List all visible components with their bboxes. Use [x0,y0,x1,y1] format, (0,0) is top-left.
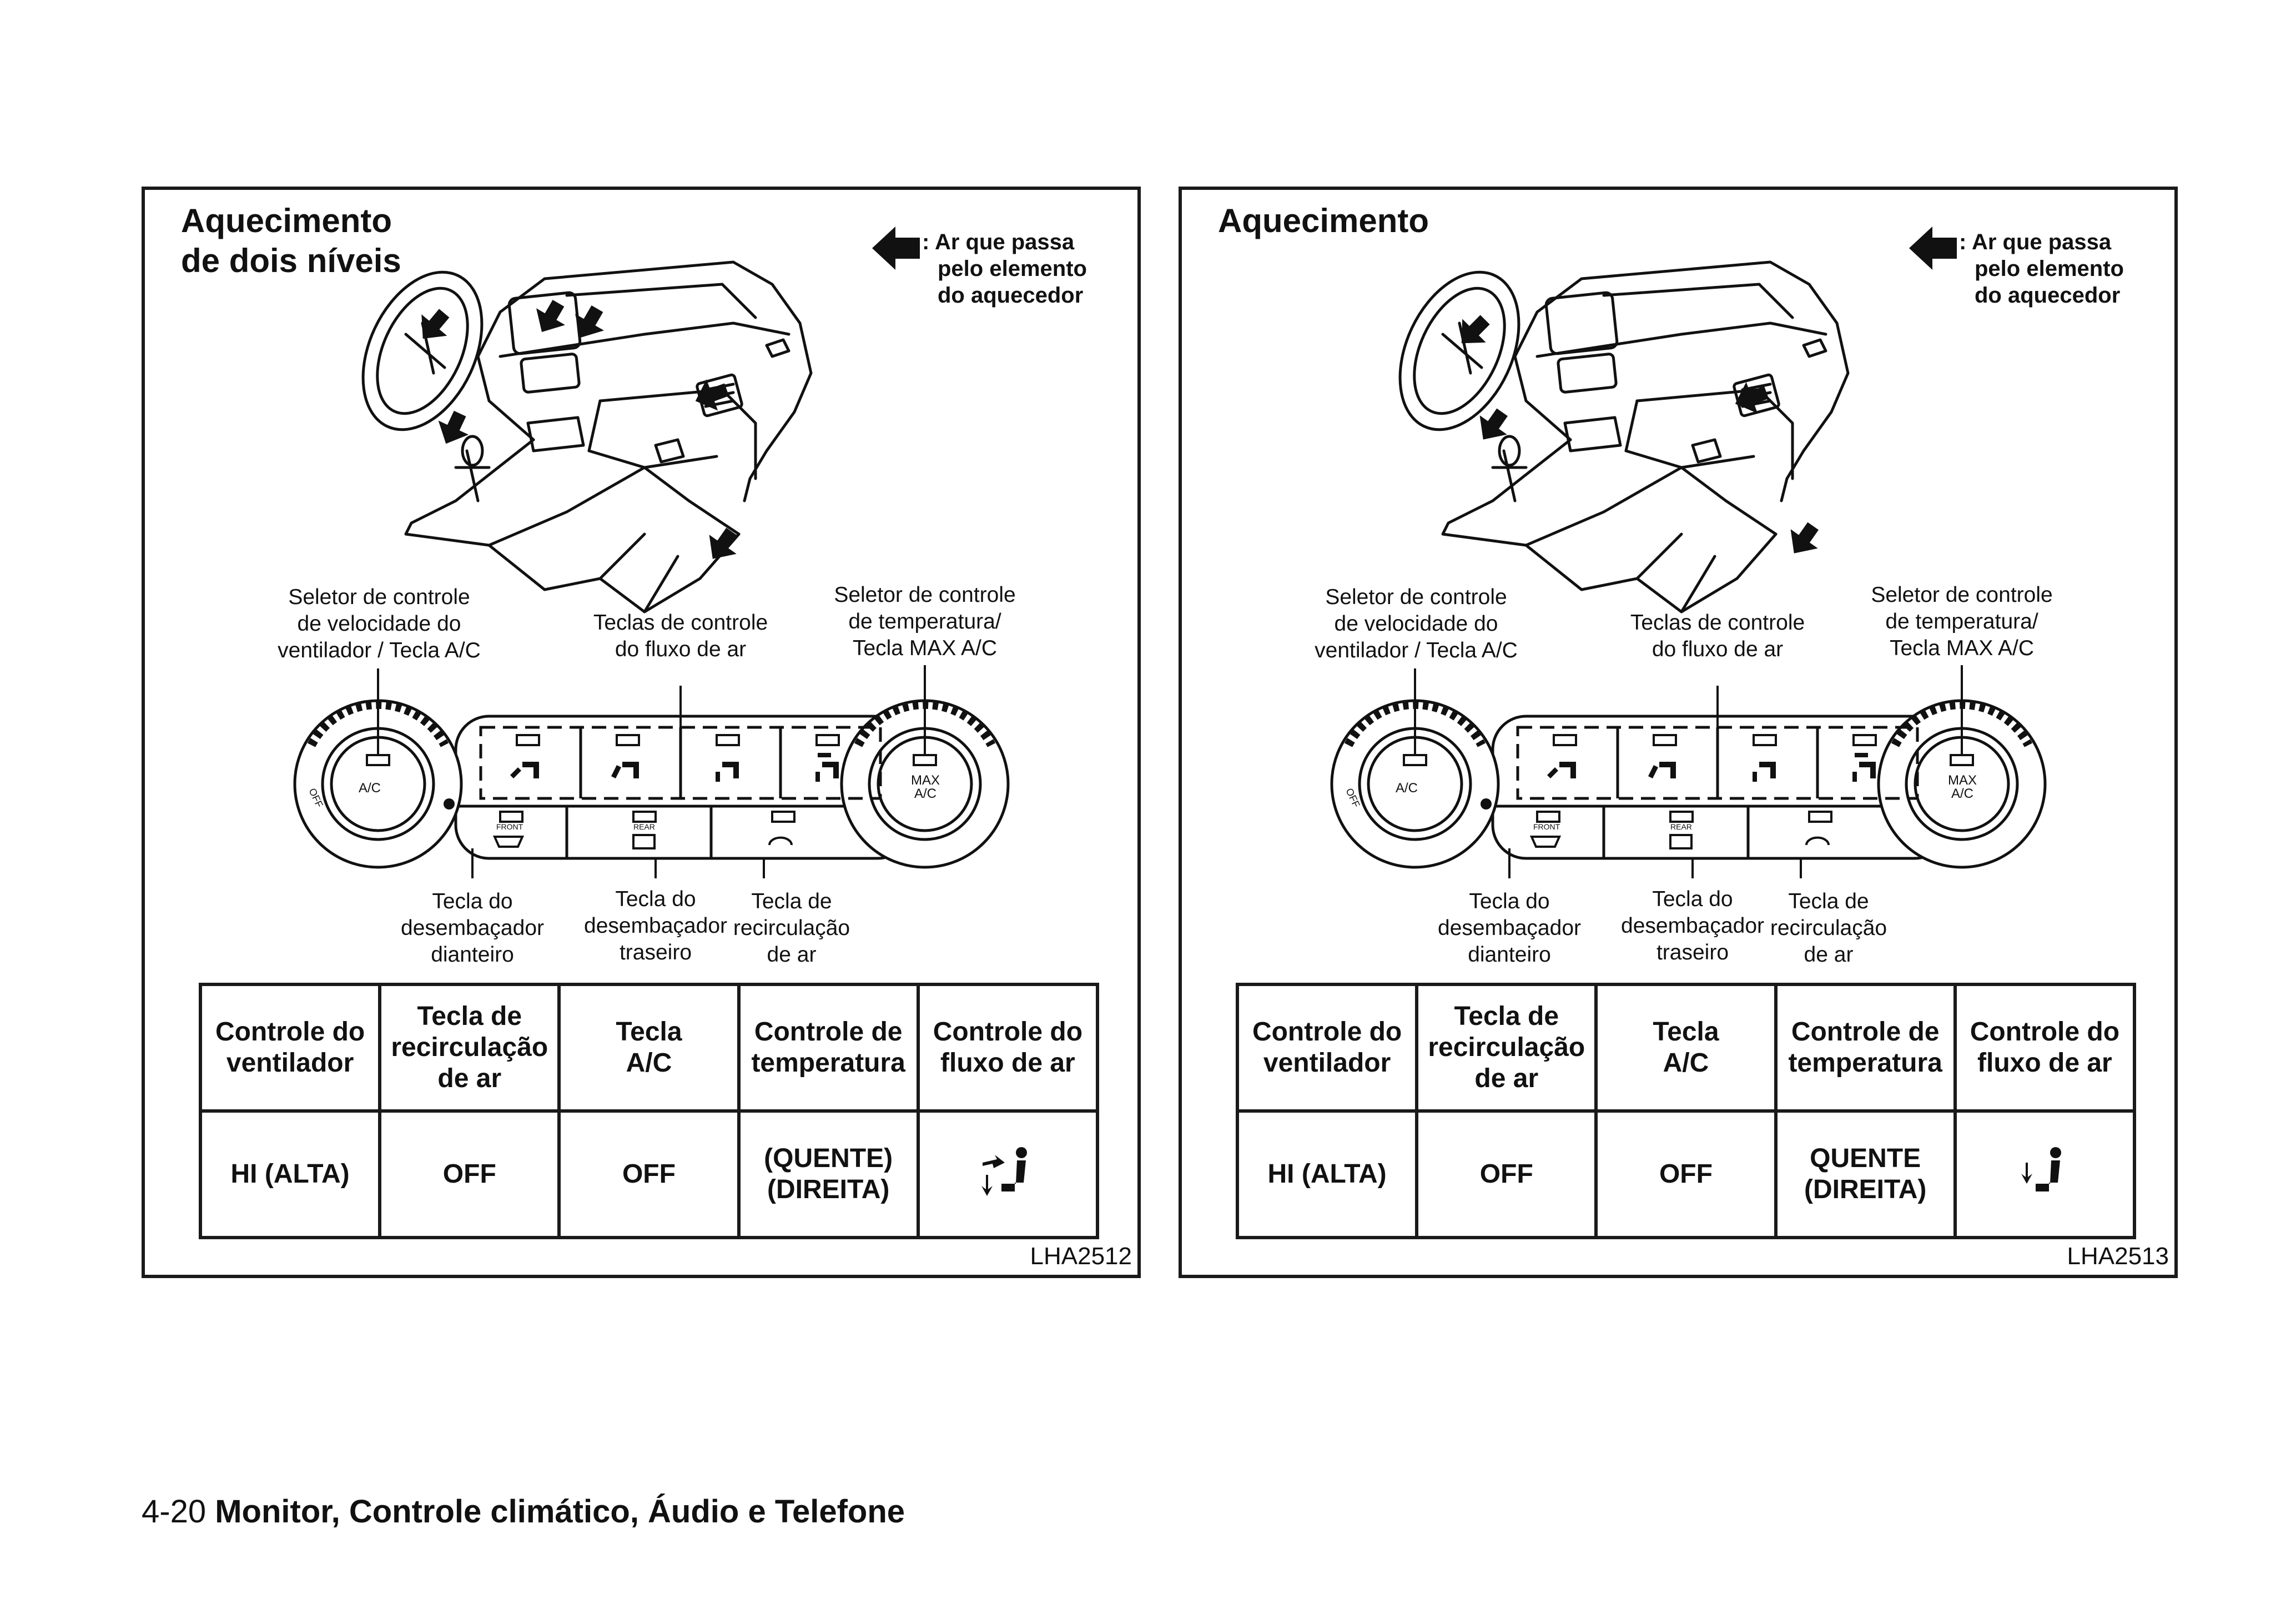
header-temperature-control: Controle de temperatura [1776,984,1955,1111]
page-number: 4-20 [142,1494,207,1530]
header-recirculation-key: Tecla de recirculação de ar [380,984,559,1111]
callout-airflow-keys: Teclas de controle do fluxo de ar [1630,611,1805,661]
callout-front-defrost: Tecla do desembaçador dianteiro [401,889,544,967]
page-footer [142,1492,905,1531]
callout-rear-defrost: Tecla do desembaçador traseiro [1621,887,1764,964]
dashboard-drawing [1377,253,1848,612]
callout-temperature-selector: Seletor de controle de temperatura/ Tecla MAX A/C [834,583,1016,660]
panel-title: Aquecimento de dois níveis [181,202,401,279]
bi-level-airflow-icon [977,1146,1038,1196]
recirculation-icon [769,838,792,845]
ac-key-label: A/C [359,781,381,796]
callout-front-defrost: Tecla do desembaçador dianteiro [1438,889,1581,967]
figure-code: LHA2513 [2067,1243,2169,1270]
value-temperature: (QUENTE) (DIREITA) [739,1111,918,1238]
value-ac: OFF [1596,1111,1775,1238]
table-row [200,1111,1097,1238]
rear-key-label: REAR [633,822,655,831]
airflow-arrow [1469,403,1516,449]
settings-table [1236,983,2136,1239]
airflow-arrow [431,406,475,451]
front-key-label: FRONT [1533,822,1560,831]
max-ac-key-label: MAX A/C [911,773,940,801]
rear-defrost-icon [1670,835,1691,848]
callout-rear-defrost: Tecla do desembaçador traseiro [584,887,727,964]
table-header-row [1237,984,2134,1111]
settings-table [199,983,1099,1239]
header-ac-key: Tecla A/C [559,984,738,1111]
value-fan: HI (ALTA) [1237,1111,1417,1238]
header-temperature-control: Controle de temperatura [739,984,918,1111]
callout-airflow-keys: Teclas de controle do fluxo de ar [593,611,768,661]
recirculation-icon [1806,838,1829,845]
climate-control-panel [1332,701,2045,867]
panel-title: Aquecimento [1218,202,1429,239]
section-title: Monitor, Controle climático, Áudio e Telefone [215,1494,905,1530]
value-ac: OFF [559,1111,738,1238]
figure-panel-two-level-heating: Aquecimento de dois níveis : Ar que passa pelo elemento do aquecedor A/C MAX A/C FRONT REAR OFF Seletor de controle de velocidade do ventilador / Tecla A/C Teclas de controle do fluxo de ar Seletor de controle de temperatura/ Tecla MAX A/C Tecla do desembaçador dianteiro Tecla do desembaçador traseiro Tecla de recirculação de ar Controle do ventilador Tecla de recirculação de ar Tecla A/C Controle de temperatura Controle do fluxo de ar HI (ALTA) OFF OFF (QUENTE) (DIREITA) LHA2512 [142,187,1141,1278]
header-fan-control: Controle do ventilador [1237,984,1417,1111]
value-airflow [1955,1111,2134,1238]
table-header-row [200,984,1097,1111]
value-recirculation: OFF [380,1111,559,1238]
airflow-arrow [527,295,573,340]
callout-recirculation: Tecla de recirculação de ar [1770,889,1887,967]
airflow-arrow [699,522,746,569]
airflow-arrow [1780,516,1827,563]
off-dial-label: OFF [1343,786,1362,810]
max-ac-key-label: MAX A/C [1948,773,1977,801]
figure-panel-heating: Aquecimento : Ar que passa pelo elemento do aquecedor A/C MAX A/C FRONT REAR OFF Seletor de controle de velocidade do ventilador / Tecla A/C Teclas de controle do fluxo de ar Seletor de controle de temperatura/ Tecla MAX A/C Tecla do desembaçador dianteiro Tecla do desembaçador traseiro Tecla de recirculação de ar Controle do ventilador Tecla de recirculação de ar Tecla A/C Controle de temperatura Controle do fluxo de ar HI (ALTA) OFF OFF QUENTE (DIREITA) LHA2513 [1179,187,2178,1278]
climate-control-panel [295,701,1008,867]
header-airflow-control: Controle do fluxo de ar [1955,984,2134,1111]
rear-defrost-icon [633,835,654,848]
front-defrost-icon [495,837,522,847]
value-fan: HI (ALTA) [200,1111,380,1238]
callout-recirculation: Tecla de recirculação de ar [733,889,850,967]
value-temperature: QUENTE (DIREITA) [1776,1111,1955,1238]
dashboard-drawing [340,253,811,612]
callout-fan-speed-selector: Seletor de controle de velocidade do ventilador / Tecla A/C [1315,585,1518,662]
header-ac-key: Tecla A/C [1596,984,1775,1111]
table-row [1237,1111,2134,1238]
header-recirculation-key: Tecla de recirculação de ar [1417,984,1596,1111]
front-key-label: FRONT [496,822,523,831]
rear-key-label: REAR [1670,822,1692,831]
ac-key-label: A/C [1396,781,1418,796]
figure-code: LHA2512 [1030,1243,1132,1270]
header-fan-control: Controle do ventilador [200,984,380,1111]
callout-temperature-selector: Seletor de controle de temperatura/ Tecla MAX A/C [1871,583,2053,660]
header-airflow-control: Controle do fluxo de ar [918,984,1097,1111]
value-airflow [918,1111,1097,1238]
front-defrost-icon [1532,837,1559,847]
callout-fan-speed-selector: Seletor de controle de velocidade do ventilador / Tecla A/C [278,585,481,662]
value-recirculation: OFF [1417,1111,1596,1238]
off-dial-label: OFF [306,786,325,810]
foot-airflow-icon [2017,1146,2072,1196]
